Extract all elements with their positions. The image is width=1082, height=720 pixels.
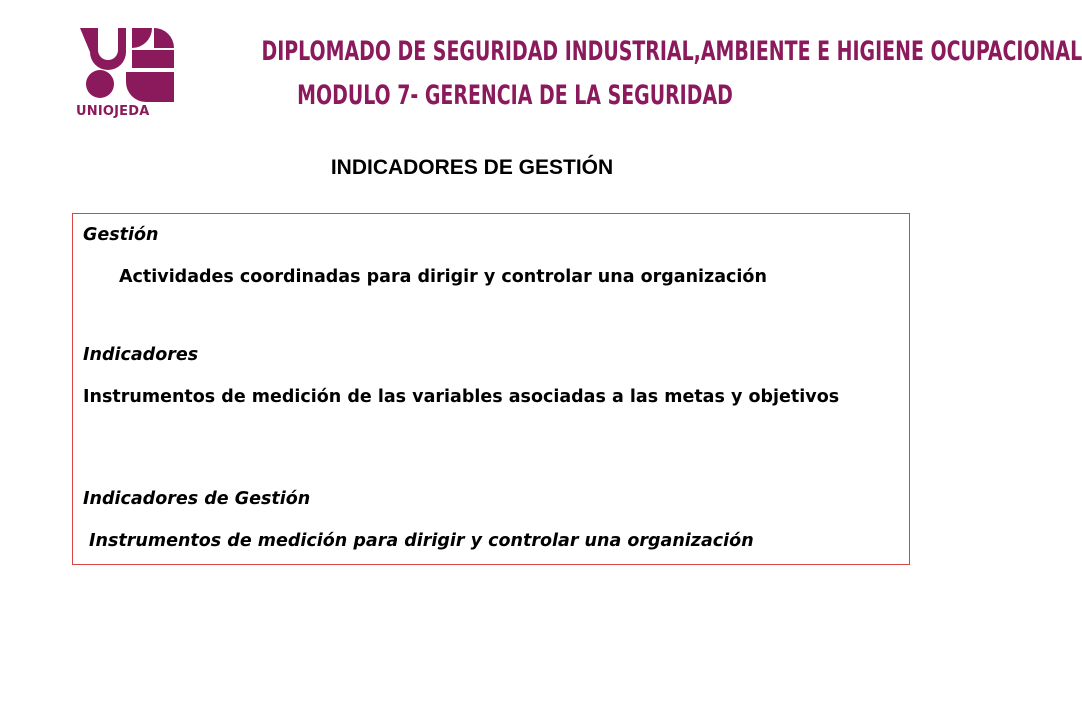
uniojeda-logo <box>76 24 186 124</box>
term-indicadores-de-gestion: Indicadores de Gestión <box>83 489 311 509</box>
logo-label: UNIOJEDA <box>76 104 150 119</box>
slide-title-text: INDICADORES DE GESTIÓN <box>330 156 614 179</box>
definition-gestion: Actividades coordinadas para dirigir y controlar una organización <box>119 267 767 287</box>
definition-indicadores-de-gestion: Instrumentos de medición para dirigir y controlar una organización <box>89 531 754 551</box>
slide-title <box>0 156 944 180</box>
header-line-1: DIPLOMADO DE SEGURIDAD INDUSTRIAL,AMBIENTE E HIGIENE OCUPACIONAL <box>261 36 1082 67</box>
course-header <box>261 30 1082 118</box>
header-line-2: MODULO 7- GERENCIA DE LA SEGURIDAD <box>297 80 733 111</box>
definition-indicadores: Instrumentos de medición de las variables asociadas a las metas y objetivos <box>83 387 840 407</box>
definitions-box <box>72 213 910 565</box>
term-gestion: Gestión <box>83 225 159 245</box>
uniojeda-logo-mark <box>76 24 186 104</box>
term-indicadores: Indicadores <box>83 345 199 365</box>
